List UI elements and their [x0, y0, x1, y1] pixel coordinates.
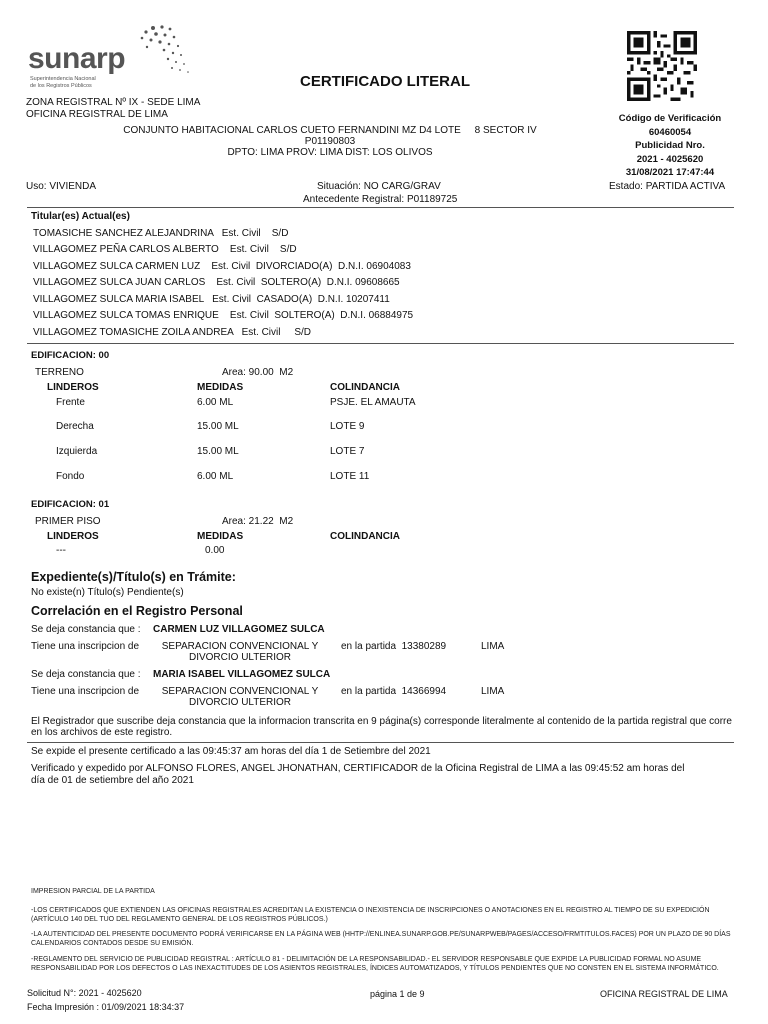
correlacion-heading: Correlación en el Registro Personal	[31, 604, 243, 618]
logo-tagline-1: Superintendencia Nacional	[30, 76, 96, 82]
zona-registral: ZONA REGISTRAL Nº IX - SEDE LIMA	[26, 97, 201, 108]
titular-row: VILLAGOMEZ SULCA MARIA ISABEL Est. Civil CASADO(A) D.N.I. 10207411	[33, 294, 390, 305]
footer-note-1: -LOS CERTIFICADOS QUE EXTIENDEN LAS OFICINAS REGISTRALES ACREDITAN LA EXISTENCIA O INEXISTENCIA DE INSCRIPCIONES O ANOTACIONES EN EL REGISTRO AL TIEMPO DE SU EXPEDICIÓN (ARTÍCULO 140 DEL TUO DEL REGLAMENTO GENERAL DE LOS REGISTROS PÚBLICOS.)	[31, 907, 710, 923]
lindero-colindancia: LOTE 7	[330, 446, 365, 457]
titular-row: VILLAGOMEZ TOMASICHE ZOILA ANDREA Est. Civil S/D	[33, 327, 312, 338]
verification-date: 31/08/2021 17:47:44	[625, 167, 715, 178]
titular-row: VILLAGOMEZ PEÑA CARLOS ALBERTO Est. Civil S/D	[33, 244, 297, 255]
titular-row: VILLAGOMEZ SULCA JUAN CARLOS Est. Civil SOLTERO(A) D.N.I. 09608665	[33, 277, 400, 288]
fecha-impresion: Fecha Impresión : 01/09/2021 18:34:37	[27, 1002, 185, 1012]
codigo-value: 60460054	[648, 126, 692, 138]
property-address	[80, 125, 580, 158]
lindero-name: Derecha	[56, 421, 94, 432]
constancia-name: MARIA ISABEL VILLAGOMEZ SULCA	[153, 669, 331, 680]
lindero-colindancia: LOTE 9	[330, 421, 365, 432]
inscripcion-lugar: LIMA	[481, 641, 505, 652]
inscripcion-tipo-line1: SEPARACION CONVENCIONAL Y	[161, 641, 319, 652]
inscripcion-tipo-line2: DIVORCIO ULTERIOR	[188, 652, 292, 663]
colindancia-header: COLINDANCIA	[330, 382, 400, 393]
linderos-header: LINDEROS	[47, 382, 99, 393]
inscripcion-tipo	[150, 686, 330, 708]
constancia-label: Se deja constancia que :	[31, 624, 141, 635]
logo-tagline-2: de los Registros Públicos	[30, 83, 92, 89]
divider	[27, 207, 734, 208]
codigo-label: Código de Verificación	[618, 113, 722, 124]
page-title: CERTIFICADO LITERAL	[300, 73, 470, 90]
edificacion-01-area: Area: 21.22 M2	[222, 516, 294, 527]
titular-row: VILLAGOMEZ SULCA TOMAS ENRIQUE Est. Civil SOLTERO(A) D.N.I. 06884975	[33, 310, 414, 321]
uso: Uso: VIVIENDA	[26, 181, 97, 192]
edificacion-00-area: Area: 90.00 M2	[222, 367, 294, 378]
lindero-medida: 15.00 ML	[197, 446, 239, 457]
lindero-colindancia: PSJE. EL AMAUTA	[330, 397, 416, 408]
constancia-name: CARMEN LUZ VILLAGOMEZ SULCA	[153, 624, 325, 635]
lindero-medida: 0.00	[205, 545, 225, 556]
publicidad-value: 2021 - 4025620	[636, 153, 704, 165]
lindero-medida: 15.00 ML	[197, 421, 239, 432]
inscripcion-tipo-line1: SEPARACION CONVENCIONAL Y	[161, 686, 319, 697]
footer-oficina: OFICINA REGISTRAL DE LIMA	[600, 989, 728, 999]
inscripcion-label: Tiene una inscripcion de	[31, 641, 140, 652]
logo-wordmark: sunarp	[28, 42, 126, 75]
inscripcion-label: Tiene una inscripcion de	[31, 686, 140, 697]
lindero-name: Frente	[56, 397, 85, 408]
logo-starburst-icon	[118, 22, 198, 82]
titular-row: TOMASICHE SANCHEZ ALEJANDRINA Est. Civil S/D	[33, 228, 289, 239]
expedientes-heading: Expediente(s)/Título(s) en Trámite:	[31, 570, 236, 584]
antecedente: Antecedente Registral: P01189725	[303, 194, 458, 205]
medidas-header: MEDIDAS	[197, 382, 244, 393]
publicidad-label: Publicidad Nro.	[635, 140, 705, 151]
medidas-header: MEDIDAS	[197, 531, 244, 542]
edificacion-00-heading: EDIFICACION: 00	[31, 350, 110, 361]
lindero-colindancia: LOTE 11	[330, 471, 370, 482]
edificacion-01-heading: EDIFICACION: 01	[31, 499, 110, 510]
inscripcion-partida: en la partida 13380289	[341, 641, 447, 652]
colindancia-header: COLINDANCIA	[330, 531, 400, 542]
divider	[27, 343, 734, 344]
inscripcion-partida: en la partida 14366994	[341, 686, 447, 697]
address-line-2: P01190803	[304, 136, 356, 147]
lindero-medida: 6.00 ML	[197, 471, 234, 482]
estado: Estado: PARTIDA ACTIVA	[609, 181, 726, 192]
impresion-parcial: IMPRESION PARCIAL DE LA PARTIDA	[31, 888, 155, 895]
situacion: Situación: NO CARG/GRAV	[317, 181, 441, 192]
sunarp-logo	[26, 22, 196, 102]
inscripcion-lugar: LIMA	[481, 686, 505, 697]
expide-text: Se expide el presente certificado a las 09:45:37 am horas del día 1 de Setiembre del 2021	[31, 746, 431, 757]
constancia-label: Se deja constancia que :	[31, 669, 141, 680]
address-line-3: DPTO: LIMA PROV: LIMA DIST: LOS OLIVOS	[227, 147, 433, 158]
page-number: página 1 de 9	[370, 989, 425, 999]
verification-block	[600, 112, 740, 180]
footer-note-2: -LA AUTENTICIDAD DEL PRESENTE DOCUMENTO PODRÁ VERIFICARSE EN LA PÁGINA WEB (HHTP://ENLINEA.SUNARP.GOB.PE/SUNARPWEB/PAGES/ACCESO/FRMTITULOS.FACES) POR UN PLAZO DE 90 DÍAS CALENDARIOS CONTADOS DESDE SU EMISIÓN.	[31, 931, 731, 947]
lindero-name: Izquierda	[56, 446, 98, 457]
inscripcion-tipo	[150, 641, 330, 663]
inscripcion-tipo-line2: DIVORCIO ULTERIOR	[188, 697, 292, 708]
lindero-name: Fondo	[56, 471, 85, 482]
linderos-header: LINDEROS	[47, 531, 99, 542]
divider	[27, 742, 734, 743]
expedientes-text: No existe(n) Título(s) Pendiente(s)	[31, 587, 184, 598]
solicitud-number: Solicitud N°: 2021 - 4025620	[27, 988, 142, 998]
lindero-medida: 6.00 ML	[197, 397, 234, 408]
qr-code-icon	[627, 31, 697, 101]
address-line-1: CONJUNTO HABITACIONAL CARLOS CUETO FERNANDINI MZ D4 LOTE 8 SECTOR IV	[123, 125, 537, 136]
footer-note-3: -REGLAMENTO DEL SERVICIO DE PUBLICIDAD REGISTRAL : ARTÍCULO 81 - DELIMITACIÓN DE LA RESPONSABILIDAD.- EL SERVIDOR RESPONSABLE QUE EXPIDE LA PUBLICIDAD FORMAL NO ASUME RESPONSABILIDAD POR LOS DEFECTOS O LAS INEXACTITUDES DE LOS ASIENTOS REGISTRALES, ÍNDICES AUTOMATIZADOS, Y TÍTULOS PENDIENTES QUE NO CONSTEN EN EL SISTEMA INFORMÁTICO.	[31, 956, 719, 972]
edificacion-01-tipo: PRIMER PISO	[35, 516, 101, 527]
oficina-registral: OFICINA REGISTRAL DE LIMA	[26, 109, 168, 120]
titular-row: VILLAGOMEZ SULCA CARMEN LUZ Est. Civil DIVORCIADO(A) D.N.I. 06904083	[33, 261, 411, 272]
titulares-heading: Titular(es) Actual(es)	[31, 211, 130, 222]
lindero-name: ---	[56, 545, 66, 556]
registrador-text: El Registrador que suscribe deja constancia que la informacion transcrita en 9 página(s) corresponde literalmente al contenido de la partida registral que corre en los archivos de este registro.	[31, 716, 732, 738]
verificado-text: Verificado y expedido por ALFONSO FLORES, ANGEL JHONATHAN, CERTIFICADOR de la Oficina Registral de LIMA a las 09:45:52 am horas del día de 01 de setiembre del año 2021	[31, 763, 685, 786]
edificacion-00-tipo: TERRENO	[35, 367, 84, 378]
